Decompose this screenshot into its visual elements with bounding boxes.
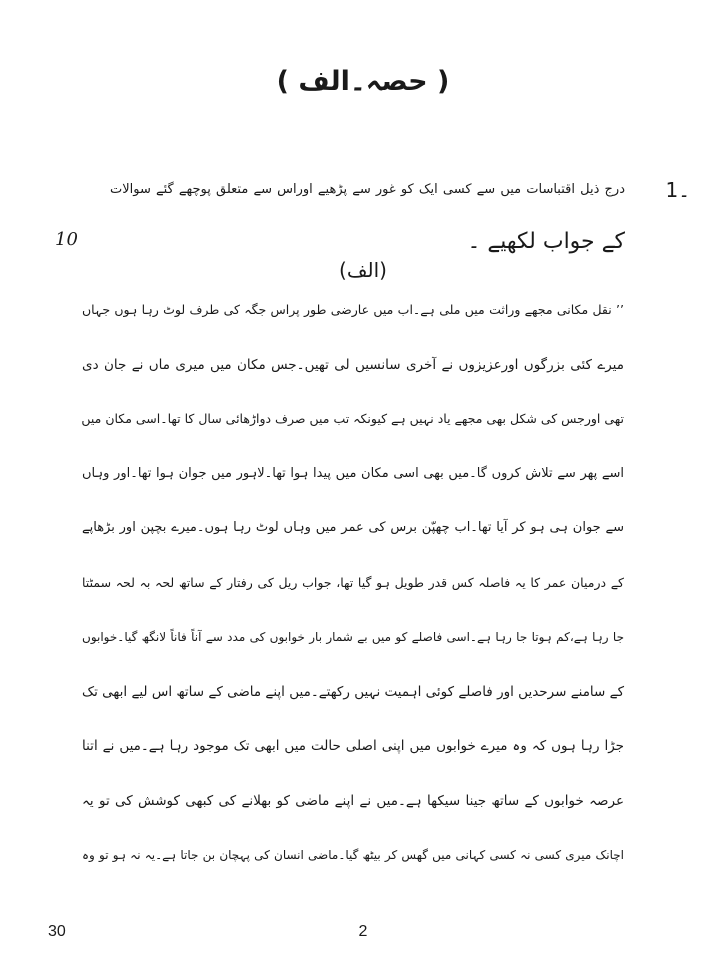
passage-heading: (الف): [339, 258, 387, 282]
passage-line: جا رہا ہے،کم ہوتا جا رہا ہے۔اسی فاصلے کو میں بے شمار بار خوابوں کی مدد سے آناً فاناً لانگھ گیا۔خوابوں: [82, 630, 624, 644]
passage-line: اچانک میری کسی نہ کسی کہانی میں گھس کر بیٹھ گیا۔ماضی انسان کی پہچان بن جاتا ہے۔یہ نہ ہو تو وہ: [82, 848, 624, 862]
passage-line: کے سامنے سرحدیں اور فاصلے کوئی اہمیت نہیں رکھتے۔میں اپنے ماضی کے ساتھ اس لیے ابھی تک: [82, 683, 624, 700]
passage-line: کے درمیان عمر کا یہ فاصلہ کس قدر طویل ہو گیا تھا، جواب ریل کی رفتار کے ساتھ لحہ بہ لحہ سمٹتا: [82, 574, 624, 590]
question-marks: 10: [55, 229, 78, 250]
passage-line: میرے کئی بزرگوں اورعزیزوں نے آخری سانسیں لی تھیں۔جس مکان میں میری ماں نے جان دی: [82, 356, 624, 373]
passage-line: عرصہ خوابوں کے ساتھ جینا سیکھا ہے۔میں نے اپنے ماضی کو بھلانے کی کبھی کوشش کی تو یہ: [82, 792, 624, 809]
passage-line: اسے پھر سے تلاش کروں گا۔میں بھی اسی مکان میں پیدا ہوا تھا۔لاہور میں جوان ہوا تھا۔اور وہاں: [82, 465, 624, 481]
passage-line: ’’ نقل مکانی مجھے وراثت میں ملی ہے۔اب میں عارضی طور پراس جگہ کی طرف لوٹ رہا ہوں جہاں: [82, 302, 624, 317]
passage-line: جڑا رہا ہوں کہ وہ میرے خوابوں میں اپنی اصلی حالت میں ابھی تک موجود رہا ہے۔میں نے اتنا: [82, 738, 624, 754]
paper-code: 30: [48, 923, 66, 940]
section-heading: ( حصہ۔الف ): [276, 66, 450, 97]
question-number: 1۔: [665, 178, 690, 202]
page-number: 2: [358, 923, 368, 940]
passage-line: تھی اورجس کی شکل بھی مجھے یاد نہیں ہے کیونکہ تب میں صرف دواڑھائی سال کا تھا۔اسی مکان میں: [81, 411, 624, 426]
question-instruction-line-1: درج ذیل اقتباسات میں سے کسی ایک کو غور سے پڑھیے اوراس سے متعلق پوچھے گئے سوالات: [110, 182, 625, 197]
question-instruction-line-2: کے جواب لکھیے ۔: [467, 229, 625, 254]
passage: [82, 287, 624, 887]
passage-line: سے جوان ہی ہو کر آیا تھا۔اب چھپّن برس کی عمر میں وہاں لوٹ رہا ہوں۔میرے بچپن اور بڑھاپے: [82, 520, 624, 535]
